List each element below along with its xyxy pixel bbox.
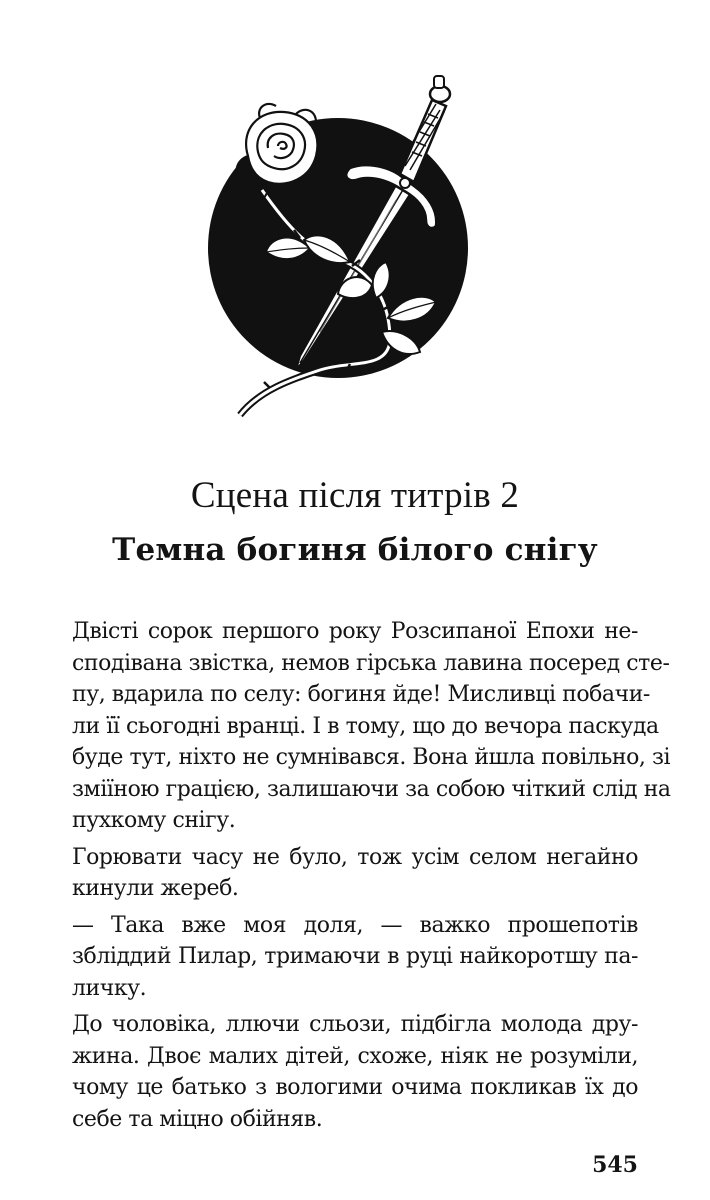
chapter-heading	[0, 470, 710, 578]
paragraph	[72, 616, 671, 837]
text-line: сподівана звістка, немов гірська лавина посеред сте-	[72, 650, 670, 676]
text-line: зміїною грацією, залишаючи за собою чіткий слід на	[72, 776, 671, 802]
text-line: ли її сьогодні вранці. І в тому, що до вечора паскуда	[72, 713, 659, 739]
text-line: — Така вже моя доля, — важко прошепотів	[72, 912, 638, 938]
text-line: пу, вдарила по селу: богиня йде! Мисливці побачи-	[72, 682, 650, 707]
chapter-label: Сцена після титрів 2	[190, 475, 520, 516]
rose-and-dagger-icon	[200, 70, 480, 420]
paragraph	[72, 842, 638, 905]
text-line: пухкому снігу.	[72, 808, 236, 833]
chapter-title: Темна богиня білого снігу	[112, 532, 598, 568]
text-line: себе та міцно обійняв.	[72, 1106, 323, 1132]
text-line: збліддий Пилар, тримаючи в руці найкоротшу па-	[72, 944, 638, 969]
text-line: личку.	[72, 975, 147, 1001]
paragraph	[72, 910, 638, 1005]
page-number: 545	[592, 1152, 638, 1178]
text-line: Двісті сорок першого року Розсипаної Епохи не-	[72, 619, 638, 644]
paragraph	[72, 1009, 638, 1135]
text-line: буде тут, ніхто не сумнівався. Вона йшла повільно, зі	[72, 745, 671, 770]
text-line: Горювати часу не було, тож усім селом негайно	[72, 844, 638, 870]
body-text	[72, 616, 671, 1140]
text-line: чому це батько з вологими очима покликав їх до	[72, 1075, 638, 1100]
text-line: жина. Двоє малих дітей, схоже, ніяк не розуміли,	[72, 1043, 638, 1069]
text-line: До чоловіка, ллючи сльози, підбігла молода дру-	[72, 1012, 638, 1037]
text-line: кинули жереб.	[72, 876, 239, 901]
